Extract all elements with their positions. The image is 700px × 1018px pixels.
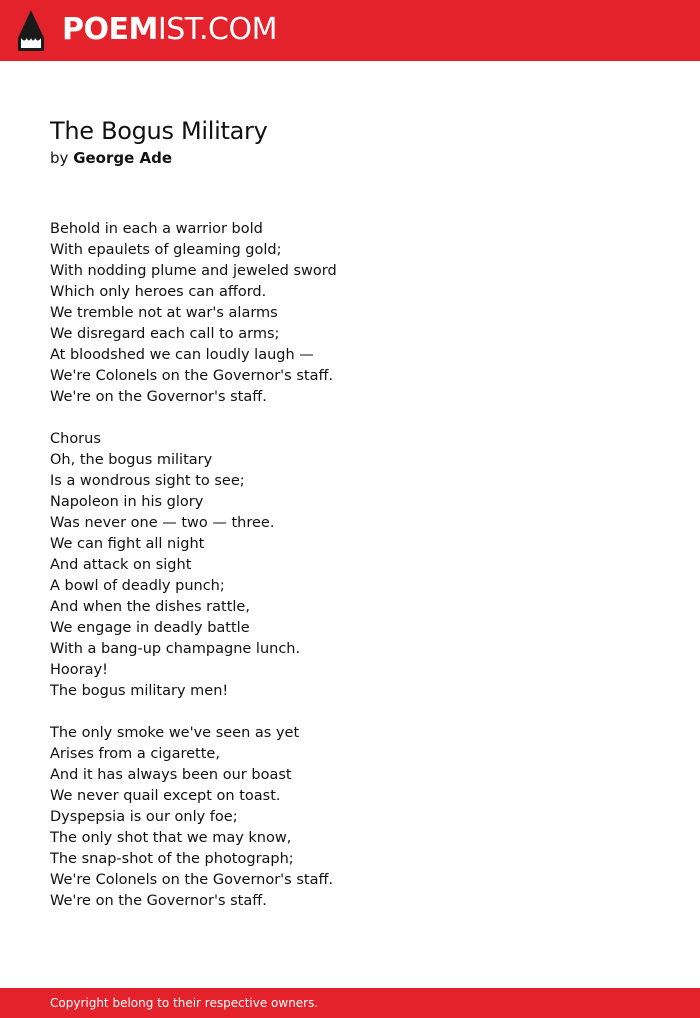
poem-line: Hooray! bbox=[50, 662, 108, 678]
pencil-tip-icon[interactable] bbox=[18, 10, 44, 51]
poem-author: George Ade bbox=[73, 149, 173, 167]
logo-text-bold: POEM bbox=[62, 12, 158, 47]
poem-byline bbox=[50, 147, 650, 169]
poem-line: Was never one — two — three. bbox=[50, 515, 275, 531]
poem-line: The only shot that we may know, bbox=[50, 830, 292, 846]
poem-line: Behold in each a warrior bold bbox=[50, 221, 263, 237]
poem-line: Is a wondrous sight to see; bbox=[50, 473, 245, 489]
poem-line: And it has always been our boast bbox=[50, 767, 292, 783]
poem-line: Dyspepsia is our only foe; bbox=[50, 809, 238, 825]
poem-stanza bbox=[50, 723, 650, 912]
poem-stanza bbox=[50, 219, 650, 408]
site-logo[interactable] bbox=[62, 12, 277, 48]
poem-line: We engage in deadly battle bbox=[50, 620, 250, 636]
poem-line: At bloodshed we can loudly laugh — bbox=[50, 347, 314, 363]
copyright-notice: Copyright belong to their respective owners. bbox=[50, 996, 319, 1010]
poem-title: The Bogus Military bbox=[50, 117, 268, 145]
poem-line: We're Colonels on the Governor's staff. bbox=[50, 368, 334, 384]
poem-line: With a bang-up champagne lunch. bbox=[50, 641, 301, 657]
byline-label: by bbox=[50, 149, 69, 167]
poem-body bbox=[50, 219, 650, 933]
poem-line: With nodding plume and jeweled sword bbox=[50, 263, 337, 279]
logo-text-light: IST.COM bbox=[157, 12, 277, 47]
poem-line: We tremble not at war's alarms bbox=[50, 305, 278, 321]
poem-line: We disregard each call to arms; bbox=[50, 326, 280, 342]
poem-line: The snap-shot of the photograph; bbox=[50, 851, 294, 867]
poem-line: With epaulets of gleaming gold; bbox=[50, 242, 282, 258]
poem-line: The only smoke we've seen as yet bbox=[50, 725, 300, 741]
poem-line: A bowl of deadly punch; bbox=[50, 578, 225, 594]
poem-line: The bogus military men! bbox=[50, 683, 229, 699]
poem-line: Napoleon in his glory bbox=[50, 494, 204, 510]
poem-line: And when the dishes rattle, bbox=[50, 599, 250, 615]
poem-line: We're on the Governor's staff. bbox=[50, 893, 267, 909]
site-header bbox=[0, 0, 700, 61]
poem-line: Oh, the bogus military bbox=[50, 452, 213, 468]
poem-line: We're Colonels on the Governor's staff. bbox=[50, 872, 334, 888]
poem-line: We never quail except on toast. bbox=[50, 788, 281, 804]
poem-line: And attack on sight bbox=[50, 557, 192, 573]
poem-line: Chorus bbox=[50, 431, 101, 447]
site-footer bbox=[0, 988, 700, 1018]
poem-heading bbox=[50, 115, 650, 169]
poem-line: We can fight all night bbox=[50, 536, 205, 552]
poem-stanza bbox=[50, 429, 650, 702]
poem-line: Arises from a cigarette, bbox=[50, 746, 220, 762]
poem-line: We're on the Governor's staff. bbox=[50, 389, 267, 405]
poem-line: Which only heroes can afford. bbox=[50, 284, 267, 300]
